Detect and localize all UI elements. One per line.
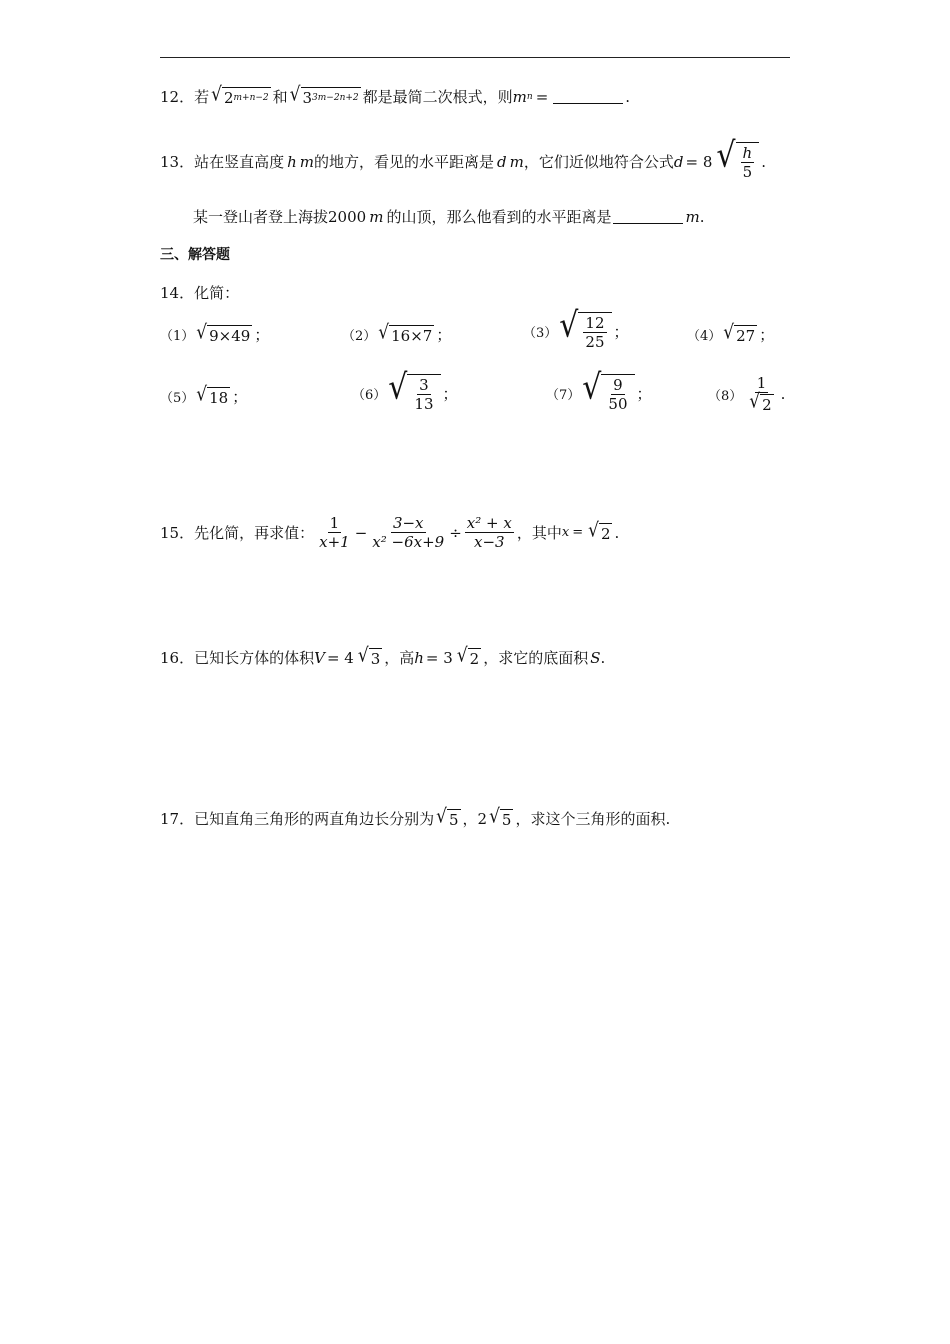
q15-text-2: ，其中: [516, 524, 562, 542]
q14-item-2: （2） √ 16×7 ；: [342, 320, 452, 345]
q14-item-4: （4） √ 27 ；: [687, 320, 775, 345]
q15-fraction-1: $\frac{1}{x+1}$: [319, 514, 350, 551]
q16-V: V: [314, 648, 325, 667]
q16-S: S: [590, 648, 601, 667]
q17-text-1: 已知直角三角形的两直角边长分别为: [194, 810, 435, 828]
q16-number: 16．: [160, 649, 195, 667]
q12-text-2: 和: [272, 88, 288, 106]
q13-end2: .: [699, 207, 705, 226]
q13-text-1: 站在竖直高度: [194, 153, 285, 171]
q12-text-3: 都是最简二次根式，则: [362, 88, 513, 106]
q16-eq1: = 4: [326, 648, 354, 667]
q15-minus: −: [354, 523, 368, 542]
q13-formula-radical: √ $\frac{h}{5}$: [716, 142, 759, 181]
q14-item-6: （6） √ $\frac{3}{13}$ ；: [352, 367, 458, 413]
q12-radical-2: √ 3 3m−2n+2: [289, 82, 359, 107]
q13-m3: m: [369, 207, 384, 226]
q15-end: .: [614, 523, 620, 542]
q16-end: .: [600, 648, 606, 667]
q12-n: n: [526, 91, 533, 102]
q13-end: .: [761, 152, 766, 171]
q12-m: m: [512, 87, 527, 106]
q13-text-3: ，它们近似地符合公式: [523, 153, 674, 171]
q14-item-7: （7） √ $\frac{9}{50}$ ；: [546, 367, 652, 413]
q17-comma: ，: [462, 810, 478, 828]
q17-number: 17．: [160, 810, 195, 828]
q13-altitude: 2000: [328, 207, 367, 226]
q13-m2: m: [509, 152, 524, 171]
q16-text-2: ，高: [384, 649, 415, 667]
q13-number: 13．: [160, 153, 195, 171]
question-13: [160, 135, 766, 181]
q13-d2: d: [673, 152, 684, 171]
q16-h: h: [414, 648, 424, 667]
q13-d: d: [497, 152, 507, 171]
q12-radical-1: √ 2 m+n−2: [211, 82, 269, 107]
q16-text-3: ，求它的底面积: [483, 649, 589, 667]
q12-equals: =: [535, 87, 549, 106]
q15-number: 15．: [160, 524, 195, 542]
q13-line2-text-2: 的山顶，那么他看到的水平距离是: [386, 208, 612, 226]
q14-item-1: （1） √ 9×49 ；: [160, 320, 270, 345]
q15-x: x: [561, 525, 570, 540]
question-15: [160, 514, 619, 551]
section-heading: 三、解答题: [160, 247, 230, 263]
q15-divide: ÷: [449, 523, 462, 542]
q12-answer-blank[interactable]: [553, 89, 623, 104]
q15-eq: =: [572, 525, 584, 540]
q16-text-1: 已知长方体的体积: [194, 649, 315, 667]
q13-answer-blank[interactable]: [613, 209, 683, 224]
question-13-line-2: [193, 206, 704, 227]
q17-coef: 2: [477, 809, 488, 828]
q16-eq2: = 3: [425, 648, 453, 667]
q17-radical-2: √ 5: [489, 804, 512, 829]
q17-text-2: ，求这个三角形的面积.: [515, 810, 671, 828]
header-rule: [160, 57, 790, 58]
q17-radical-1: √ 5: [436, 804, 459, 829]
q13-m1: m: [299, 152, 315, 171]
q14-title: 14．化简：: [160, 284, 240, 302]
q15-fraction-3: $\frac{\text{x² + x}}{x-3}$: [466, 514, 512, 551]
q15-radical: √ 2: [588, 518, 611, 543]
q13-eq: = 8: [685, 152, 713, 171]
question-17: [160, 804, 671, 829]
q12-end: .: [625, 87, 631, 106]
q14-item-8: （8） 1 √ 2 .: [708, 374, 786, 414]
question-16: [160, 643, 606, 668]
question-12: [160, 82, 631, 107]
q13-text-2: 的地方，看见的水平距离是: [314, 153, 495, 171]
q12-text-1: 若: [194, 88, 210, 106]
q14-item-5: （5） √ 18 ；: [160, 382, 248, 407]
q13-h: h: [287, 152, 297, 171]
q16-radical-2: √ 2: [456, 643, 480, 668]
q15-fraction-2: $\frac{3-x}{\text{x² −6x+9}}$: [372, 514, 445, 551]
q12-number: 12．: [160, 88, 195, 106]
q14-item-3: （3） √ $\frac{12}{25}$ ；: [523, 305, 629, 351]
q13-line2-text-1: 某一登山者登上海拔: [193, 208, 329, 226]
q15-text-1: 先化简，再求值：: [194, 524, 315, 542]
q16-radical-1: √ 3: [357, 643, 381, 668]
q13-m4: m: [685, 207, 700, 226]
